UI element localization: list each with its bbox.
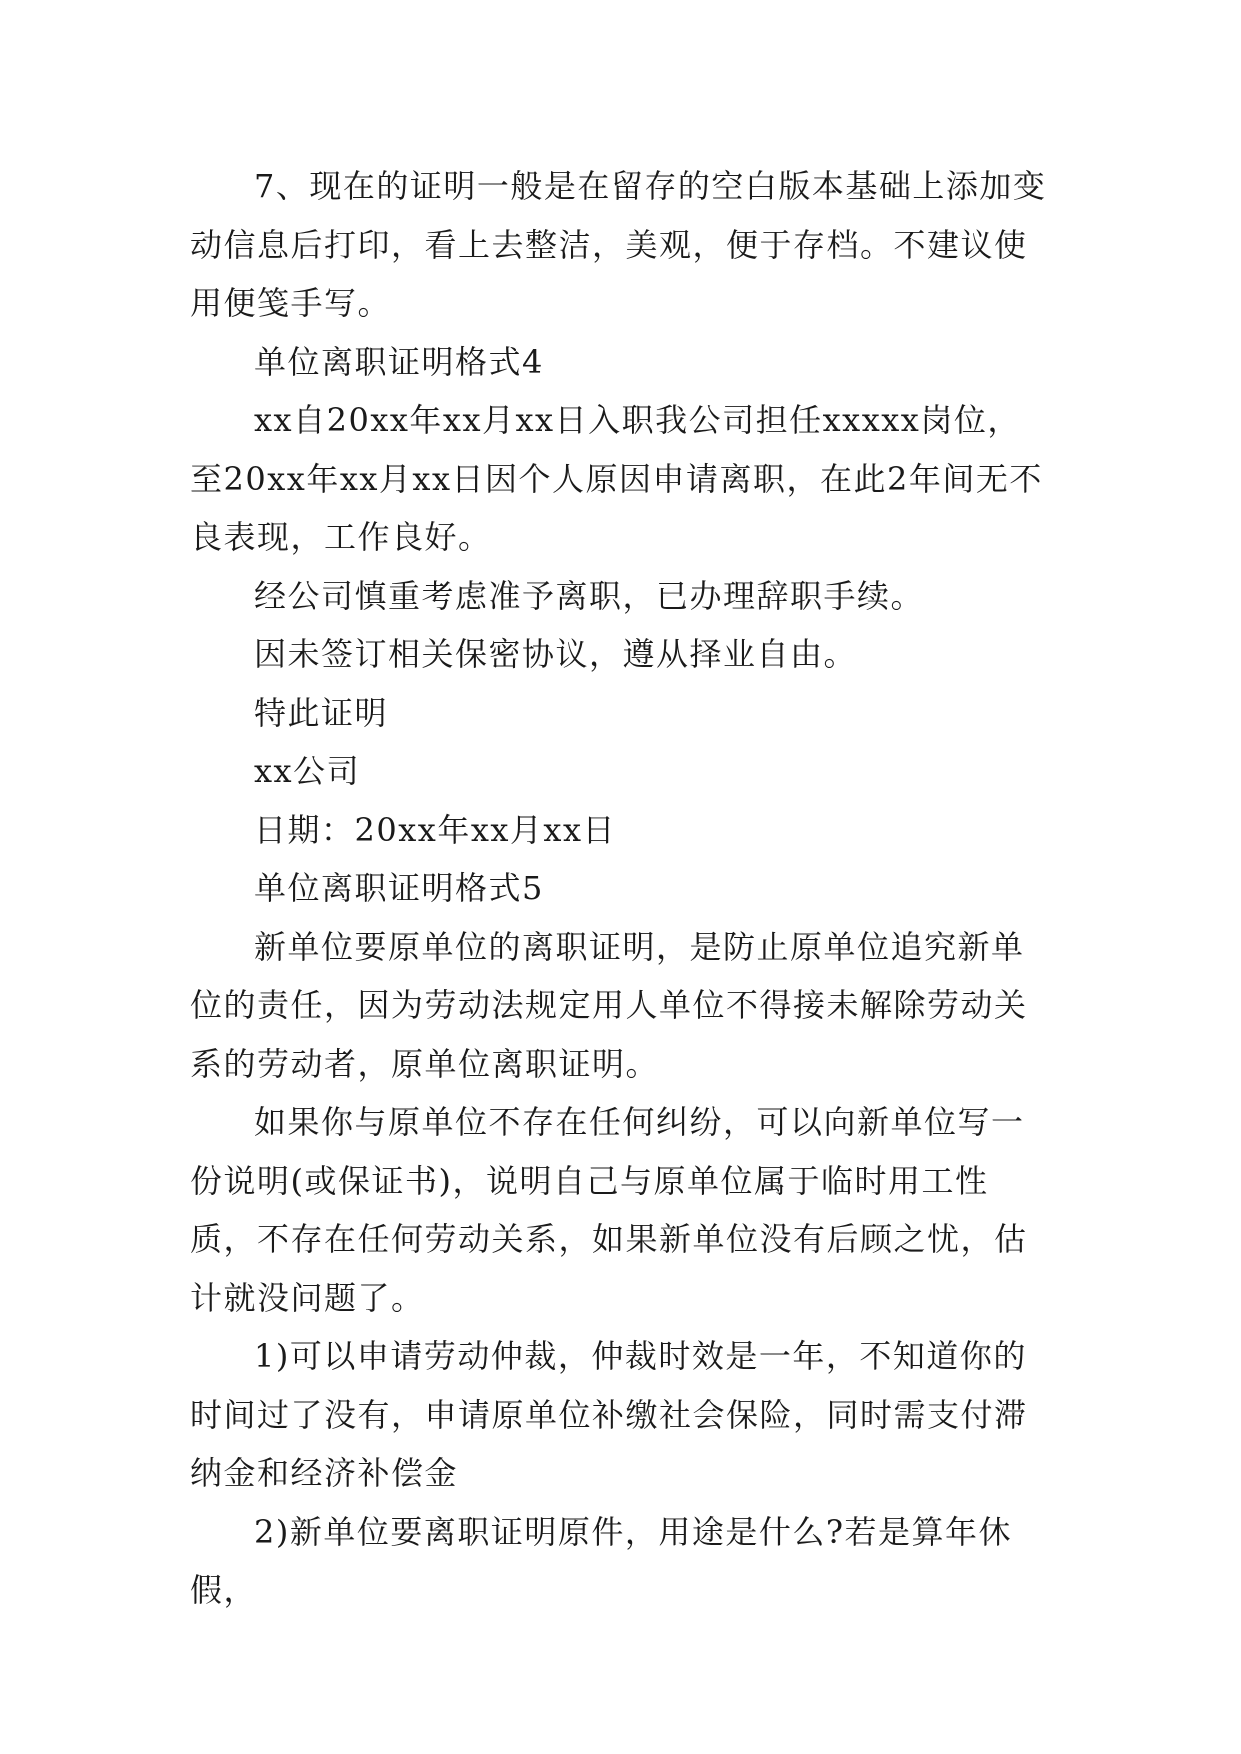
paragraph-new-employer-reason: 新单位要原单位的离职证明，是防止原单位追究新单位的责任，因为劳动法规定用人单位不得接未解除劳动关系的劳动者，原单位离职证明。 — [190, 927, 1028, 1083]
paragraph-resignation-approval: 经公司慎重考虑准予离职，已办理辞职手续。 — [254, 576, 925, 615]
paragraph-point-1: 1)可以申请劳动仲裁，仲裁时效是一年，不知道你的时间过了没有，申请原单位补缴社会保险，同时需支付滞纳金和经济补偿金 — [190, 1337, 1028, 1492]
paragraph-no-dispute: 如果你与原单位不存在任何纠纷，可以向新单位写一份说明(或保证书)，说明自己与原单位属于临时用工性质，不存在任何劳动关系，如果新单位没有后顾之忧，估计就没问题了。 — [190, 1103, 1028, 1317]
company-name: xx公司 — [254, 752, 361, 790]
date-line: 日期：20xx年xx月xx日 — [254, 810, 617, 849]
paragraph-employment-record: xx自20xx年xx月xx日入职我公司担任xxxxx岗位，至20xx年xx月xx日因个人原因申请离职，在此2年间无不良表现，工作良好。 — [190, 401, 1043, 556]
paragraph-certification: 特此证明 — [254, 693, 389, 732]
paragraph-point-2: 2)新单位要离职证明原件，用途是什么?若是算年休假， — [190, 1512, 1013, 1609]
section-heading-format-4: 单位离职证明格式4 — [254, 342, 544, 381]
paragraph-item-7: 7、现在的证明一般是在留存的空白版本基础上添加变动信息后打印，看上去整洁，美观，便于存档。不建议使用便笺手写。 — [190, 167, 1047, 322]
section-heading-format-5: 单位离职证明格式5 — [254, 869, 544, 907]
document-body — [190, 157, 1052, 1620]
paragraph-confidentiality: 因未签订相关保密协议，遵从择业自由。 — [254, 635, 858, 673]
